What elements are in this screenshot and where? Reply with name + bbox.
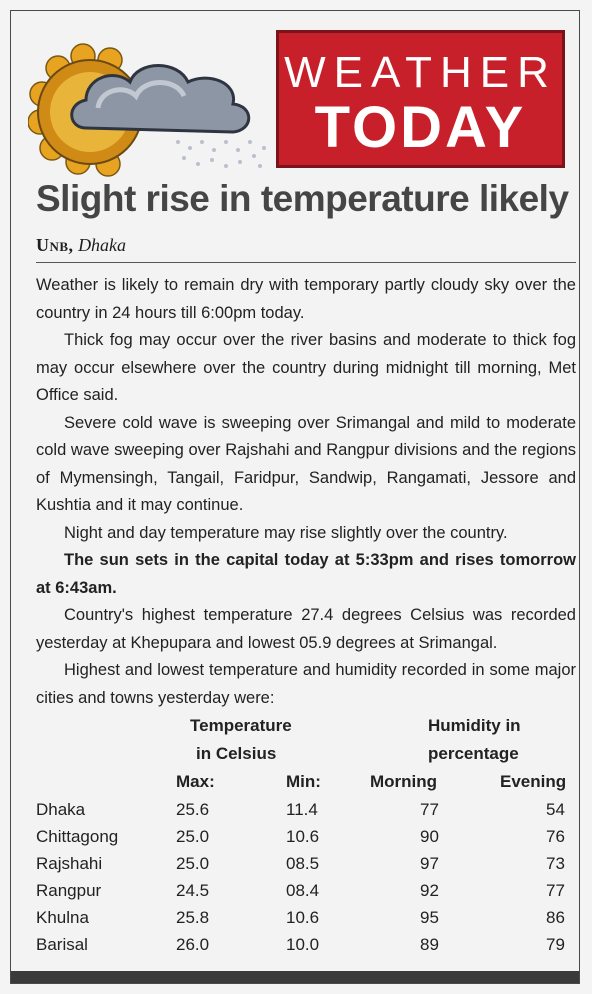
table-row-max: 25.0 [176,827,210,846]
table-row-city: Khulna [36,908,89,927]
table-row-city: Barisal [36,935,88,954]
col-header-evening: Evening [500,772,567,791]
table-row-evening: 77 [546,881,565,900]
temperature-group-header-line2: in Celsius [196,744,277,763]
paragraph: Severe cold wave is sweeping over Srimangal and mild to moderate cold wave sweeping over Rajshahi and Rangpur divisions and the regions of Mymensingh, Tangail, Faridpur, Sandwip, Rangamati, Jessore and Kushtia and it may continue. [36,413,576,514]
byline [36,235,126,256]
table-row-city: Rajshahi [36,854,103,873]
table-row-evening: 79 [546,935,565,954]
article-body [36,272,576,712]
humidity-group-header-line2: percentage [428,744,519,763]
table-row-evening: 86 [546,908,565,927]
byline-agency: Unb, [36,235,74,255]
table-row-evening: 76 [546,827,565,846]
table-row-morning: 89 [420,935,439,954]
col-header-max: Max: [176,772,215,791]
paragraph-sun-times: The sun sets in the capital today at 5:33pm and rises tomorrow at 6:43am. [36,551,576,597]
table-row-min: 08.4 [286,881,320,900]
table-row-evening: 54 [546,800,565,819]
headline: Slight rise in temperature likely [36,178,569,219]
paragraph: Weather is likely to remain dry with temporary partly cloudy sky over the country in 24 hours till 6:00pm today. [36,276,576,322]
table-row-morning: 92 [420,881,439,900]
table-row-city: Rangpur [36,881,102,900]
byline-place: Dhaka [78,235,127,255]
temperature-group-header-line1: Temperature [190,716,292,735]
col-header-min: Min: [286,772,321,791]
col-header-morning: Morning [370,772,438,791]
table-row-max: 24.5 [176,881,210,900]
table-row-min: 10.6 [286,908,320,927]
byline-rule [36,262,576,263]
table-row-max: 25.6 [176,800,210,819]
table-row-city: Dhaka [36,800,86,819]
paragraph: Highest and lowest temperature and humidity recorded in some major cities and towns yesterday were: [36,661,576,707]
table-row-morning: 77 [420,800,439,819]
weather-today-logo [276,30,565,168]
table-row-max: 25.8 [176,908,210,927]
table-row-city: Chittagong [36,827,119,846]
weather-icon-group [28,38,278,178]
paragraph: Country's highest temperature 27.4 degrees Celsius was recorded yesterday at Khepupara and lowest 05.9 degrees at Srimangal. [36,606,576,652]
paragraph: Night and day temperature may rise slightly over the country. [64,523,508,542]
table-row-morning: 97 [420,854,439,873]
table-row-morning: 95 [420,908,439,927]
table-row-min: 11.4 [286,800,318,819]
table-row-min: 08.5 [286,854,320,873]
logo-weather-text: WEATHER [284,48,557,97]
table-row-max: 25.0 [176,854,210,873]
table-row-max: 26.0 [176,935,210,954]
table-row-morning: 90 [420,827,439,846]
table-row-min: 10.6 [286,827,320,846]
logo-today-text: TODAY [314,95,527,160]
paragraph: Thick fog may occur over the river basins and moderate to thick fog may occur elsewhere over the country during midnight till morning, Met Office said. [36,331,576,404]
table-row-evening: 73 [546,854,565,873]
table-row-min: 10.0 [286,935,320,954]
humidity-group-header-line1: Humidity in [428,716,521,735]
bottom-bar [11,971,579,983]
